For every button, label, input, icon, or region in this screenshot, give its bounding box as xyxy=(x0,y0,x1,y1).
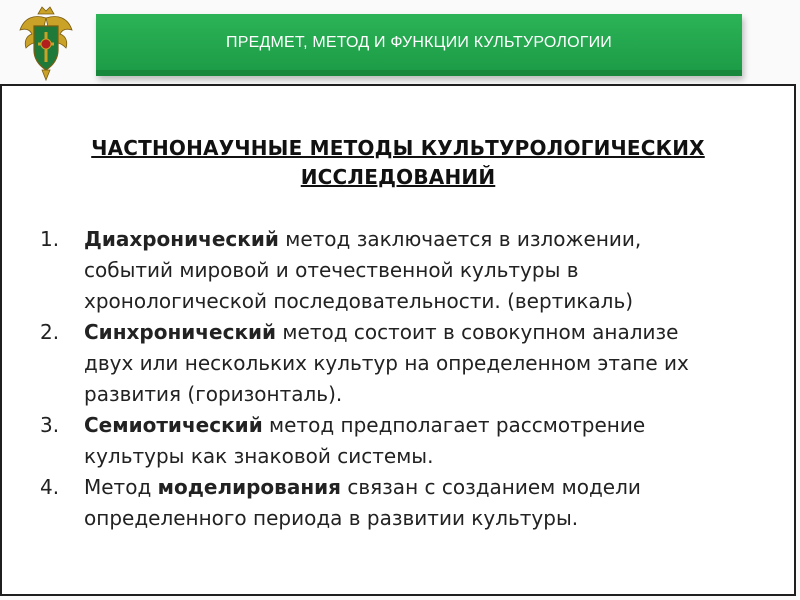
methods-list xyxy=(40,224,780,534)
list-item-line xyxy=(84,224,780,255)
list-item-line xyxy=(84,348,780,379)
list-item-text: Метод xyxy=(84,475,158,499)
method-name: Семиотический xyxy=(84,413,263,437)
list-item-number: 1. xyxy=(40,227,60,251)
list-item-text: событий мировой и отечественной культуры в xyxy=(84,258,579,282)
list-item-text: двух или нескольких культур на определенном этапе их xyxy=(84,351,689,375)
list-item-text: метод предполагает рассмотрение xyxy=(262,413,646,437)
method-name: Синхронический xyxy=(84,320,277,344)
list-item-text: культуры как знаковой системы. xyxy=(84,444,434,468)
title-bar-underline xyxy=(96,70,742,76)
list-item-number: 4. xyxy=(40,475,60,499)
list-item-number: 2. xyxy=(40,320,60,344)
list-item-text: определенного периода в развитии культуры. xyxy=(84,506,579,530)
list-item xyxy=(40,410,780,472)
list-item-line xyxy=(84,286,780,317)
section-heading xyxy=(2,134,794,192)
section-heading-line2: ИССЛЕДОВАНИЙ xyxy=(300,165,496,189)
list-item-text: хронологической последовательности. (вертикаль) xyxy=(84,289,634,313)
list-item-text: связан с созданием модели xyxy=(341,475,641,499)
list-item-line xyxy=(84,503,780,534)
list-item-line xyxy=(84,379,780,410)
list-item xyxy=(40,224,780,317)
title-bar xyxy=(96,14,742,76)
list-item-line xyxy=(84,317,780,348)
list-item xyxy=(40,472,780,534)
list-item-text: метод состоит в совокупном анализе xyxy=(276,320,679,344)
section-heading-line1: ЧАСТНОНАУЧНЫЕ МЕТОДЫ КУЛЬТУРОЛОГИЧЕСКИХ xyxy=(91,136,705,160)
list-item xyxy=(40,317,780,410)
method-name: Диахронический xyxy=(84,227,279,251)
list-item-number: 3. xyxy=(40,413,60,437)
list-item-line xyxy=(84,441,780,472)
list-item-text: метод заключается в изложении, xyxy=(278,227,642,251)
list-item-line xyxy=(84,255,780,286)
slide-title: ПРЕДМЕТ, МЕТОД И ФУНКЦИИ КУЛЬТУРОЛОГИИ xyxy=(226,34,612,51)
list-item-text: развития (горизонталь). xyxy=(84,382,343,406)
list-item-line xyxy=(84,410,780,441)
coat-of-arms-icon xyxy=(16,4,76,82)
list-item-line xyxy=(84,472,780,503)
content-panel xyxy=(0,84,796,596)
method-name: моделирования xyxy=(157,475,341,499)
